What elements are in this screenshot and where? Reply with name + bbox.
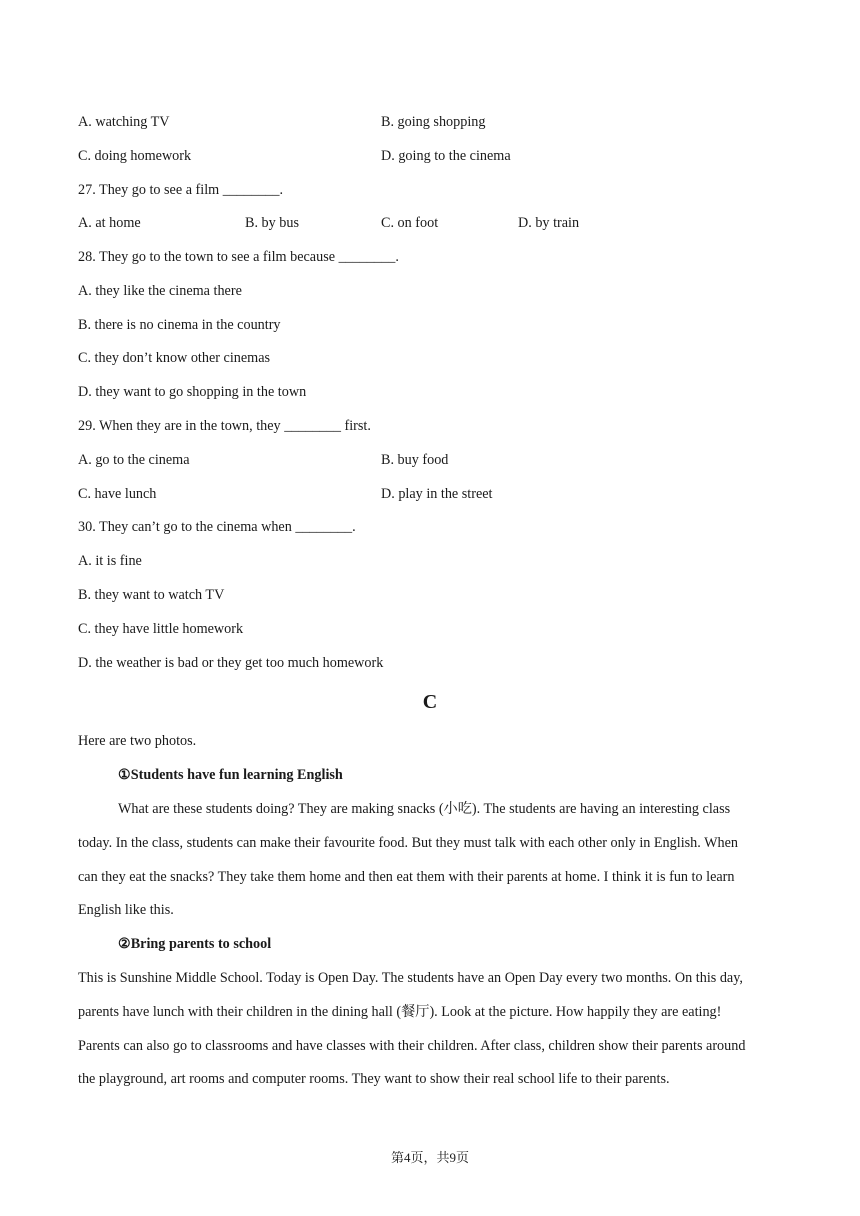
q26-option-a: A. watching TV [78,114,170,130]
q26-option-b: B. going shopping [381,114,486,130]
q29-option-c: C. have lunch [78,486,157,502]
photo2-line: the playground, art rooms and computer rooms. They want to show their real school life to their parents. [78,1071,670,1087]
photo2-line: Parents can also go to classrooms and have classes with their children. After class, children show their parents around [78,1038,746,1054]
q28-option-d: D. they want to go shopping in the town [78,384,307,400]
section-intro: Here are two photos. [78,733,197,749]
q28-option-c: C. they don’t know other cinemas [78,350,271,366]
q28-stem: 28. They go to the town to see a film because ________. [78,249,399,265]
q27-option-a: A. at home [78,215,141,231]
q30-stem: 30. They can’t go to the cinema when ________. [78,519,356,535]
photo1-line: What are these students doing? They are making snacks (小吃). The students are having an interesting class [118,801,731,817]
photo2-line: This is Sunshine Middle School. Today is Open Day. The students have an Open Day every two months. On this day, [78,970,743,986]
photo2-title: ②Bring parents to school [118,936,272,952]
photo2-line: parents have lunch with their children in the dining hall (餐厅). Look at the picture. How happily they are eating! [78,1004,722,1020]
q29-option-d: D. play in the street [381,486,493,502]
q27-option-c: C. on foot [381,215,439,231]
q26-option-d: D. going to the cinema [381,148,511,164]
q30-option-a: A. it is fine [78,553,142,569]
q26-option-c: C. doing homework [78,148,192,164]
photo1-line: today. In the class, students can make their favourite food. But they must talk with each other only in English. When [78,835,738,851]
section-heading: C [422,691,438,713]
q27-stem: 27. They go to see a film ________. [78,182,284,198]
page-footer: 第4页，共9页 [390,1150,469,1165]
photo1-line: English like this. [78,902,174,918]
q30-option-d: D. the weather is bad or they get too much homework [78,655,384,671]
q29-option-a: A. go to the cinema [78,452,190,468]
q29-option-b: B. buy food [381,452,449,468]
q28-option-b: B. there is no cinema in the country [78,317,281,333]
q29-stem: 29. When they are in the town, they ________ first. [78,418,371,434]
q27-option-d: D. by train [518,215,580,231]
photo1-line: can they eat the snacks? They take them home and then eat them with their parents at home. I think it is fun to learn [78,869,735,885]
photo1-title: ①Students have fun learning English [118,767,343,783]
q28-option-a: A. they like the cinema there [78,283,242,299]
q30-option-c: C. they have little homework [78,621,244,637]
q27-option-b: B. by bus [245,215,299,231]
q30-option-b: B. they want to watch TV [78,587,225,603]
